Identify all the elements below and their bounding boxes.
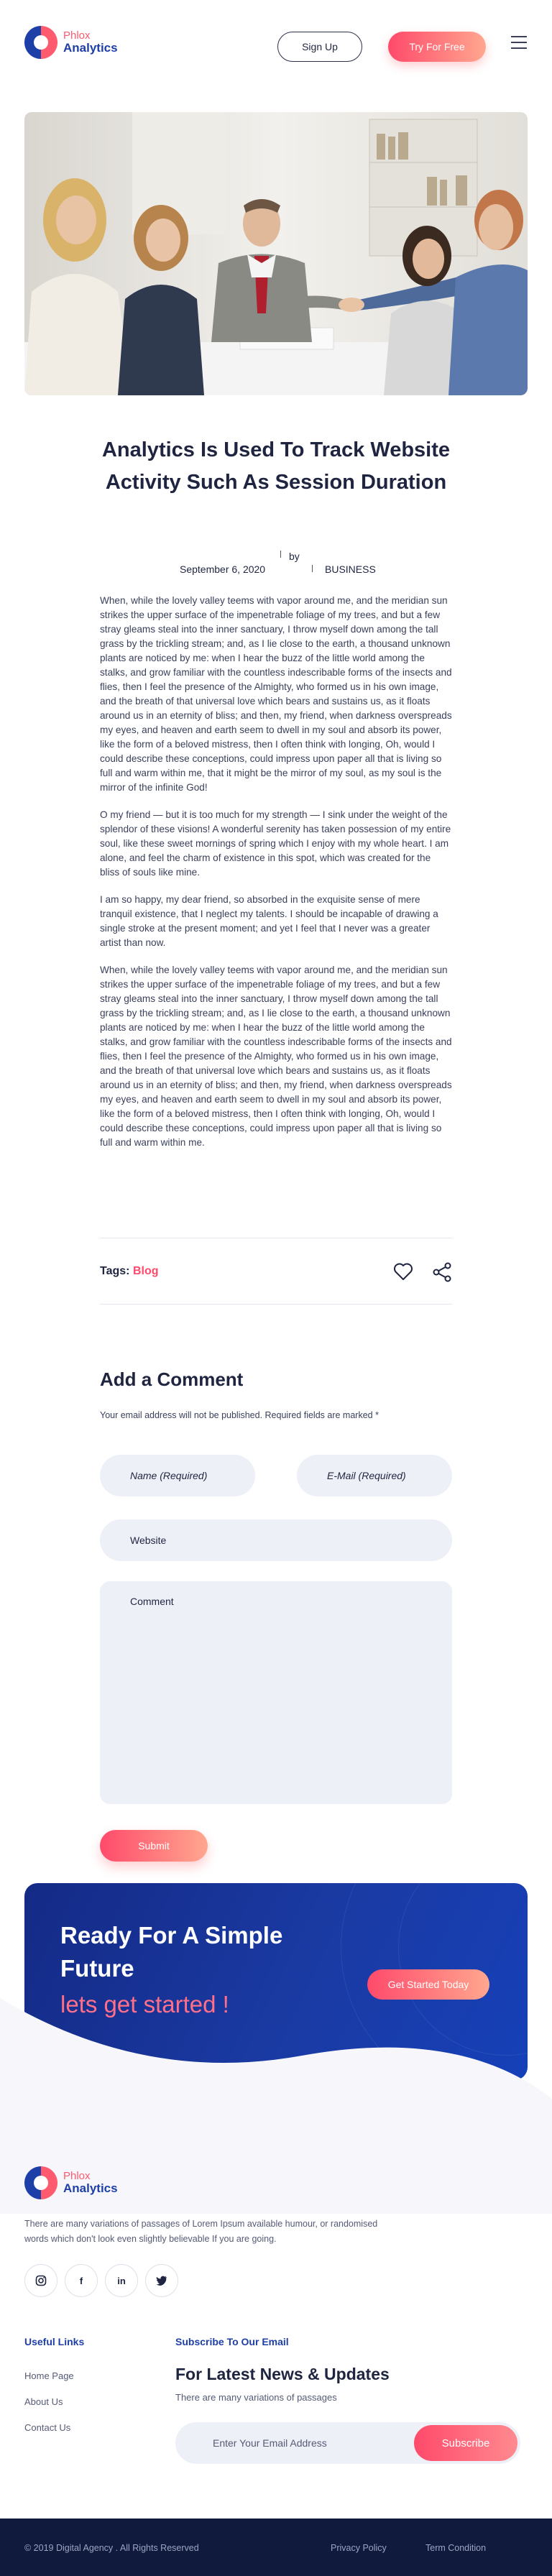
- post-date[interactable]: September 6, 2020: [180, 564, 266, 575]
- facebook-icon[interactable]: f: [65, 2264, 98, 2297]
- divider: [100, 1304, 452, 1305]
- try-for-free-button[interactable]: Try For Free: [388, 32, 486, 62]
- logo-text-bottom: Analytics: [63, 2181, 118, 2195]
- tag-link[interactable]: Blog: [132, 1265, 159, 1277]
- cta-heading: [60, 1919, 282, 1985]
- newsletter-email-input[interactable]: [213, 2422, 400, 2464]
- article-title: Analytics Is Used To Track Website Activity Such As Session Duration: [101, 438, 451, 494]
- site-header: [0, 0, 552, 92]
- logo-mark-icon: [24, 26, 58, 59]
- logo-text-bottom: Analytics: [63, 40, 118, 55]
- hamburger-menu-icon[interactable]: [511, 36, 527, 52]
- cta-heading-line: Future: [60, 1955, 134, 1982]
- name-input[interactable]: [100, 1455, 255, 1496]
- get-started-button[interactable]: Get Started Today: [367, 1969, 489, 2000]
- cta-subheading: lets get started !: [60, 1991, 229, 2018]
- terms-condition-link[interactable]: Term Condition: [426, 2543, 487, 2553]
- meta-divider: [280, 551, 281, 558]
- bottom-bar: [0, 2518, 552, 2576]
- copyright-text: © 2019 Digital Agency . All Rights Reserved: [24, 2543, 199, 2553]
- comment-section-title: Add a Comment: [100, 1368, 244, 1390]
- logo-text-top: Phlox: [63, 2170, 91, 2183]
- subscribe-button[interactable]: Subscribe: [414, 2425, 518, 2461]
- privacy-policy-link[interactable]: Privacy Policy: [331, 2543, 387, 2553]
- article-body: [100, 594, 452, 1163]
- subscribe-title: Subscribe To Our Email: [175, 2336, 289, 2347]
- article-paragraph: O my friend — but it is too much for my strength — I sink under the weight of the splendor of these visions! A wonderful serenity has taken possession of my entire soul, like these sweet mornings of spring which I enjoy with my whole heart. I am alone, and feel the charm of existence in this spot, which was created for the bliss of souls like mine.: [100, 809, 451, 878]
- tags-label: Tags:: [100, 1265, 130, 1277]
- cta-heading-line: Ready For A Simple: [60, 1922, 283, 1949]
- post-author-by: by: [289, 551, 300, 562]
- footer-description: There are many variations of passages of Lorem Ipsum available humour, or randomised words which don't look even slightly believable If you are going.: [24, 2219, 378, 2244]
- instagram-icon[interactable]: [24, 2264, 58, 2297]
- twitter-icon[interactable]: [145, 2264, 178, 2297]
- newsletter-form: [175, 2422, 520, 2464]
- newsletter-heading: For Latest News & Updates: [175, 2365, 390, 2383]
- useful-links-title: Useful Links: [24, 2336, 85, 2347]
- article-paragraph: I am so happy, my dear friend, so absorbed in the exquisite sense of mere tranquil existence, that I neglect my talents. I should be incapable of drawing a single stroke at the present moment; and yet I feel that I never was a greater artist than now.: [100, 894, 438, 948]
- article-paragraph: When, while the lovely valley teems with vapor around me, and the meridian sun strikes the upper surface of the impenetrable foliage of my trees, and but a few stray gleams steal into the inner sanctuary, I throw myself down among the tall grass by the trickling stream; and, as I lie close to the earth, a thousand unknown plants are noticed by me: when I hear the buzz of the little world among the stalks, and grow familiar with the countless indescribable forms of the insects and flies, then I feel the presence of the Almighty, who formed us in his own image, and the breath of that universal love which bears and sustains us, as it floats around us in an eternity of bliss; and then, my friend, when darkness overspreads my eyes, and heaven and earth seem to dwell in my soul and absorb its power, like the form of a beloved mistress, then I often think with longing, Oh, would I could describe these conceptions, could impress upon paper all that is living so full and warm within me.: [100, 965, 452, 1148]
- signup-button[interactable]: Sign Up: [277, 32, 362, 62]
- meta-divider: [312, 565, 313, 572]
- article-paragraph: When, while the lovely valley teems with vapor around me, and the meridian sun strikes the upper surface of the impenetrable foliage of my trees, and but a few stray gleams steal into the inner sanctuary, I throw myself down among the tall grass by the trickling stream; and, as I lie close to the earth, a thousand unknown plants are noticed by me: when I hear the buzz of the little world among the stalks, and grow familiar with the countless indescribable forms of the insects and flies, then I feel the presence of the Almighty, who formed us in his own image, and the breath of that universal love which bears and sustains us, as it floats around us in an eternity of bliss; and then, my friend, when darkness overspreads my eyes, and heaven and earth seem to dwell in my soul and absorb its power, like the form of a beloved mistress, then I often think with longing, Oh, would I could describe these conceptions, could impress upon paper all that is living so full and warm within me, that it might be the mirror of my soul, as my soul is the mirror of the infinite God!: [100, 595, 452, 793]
- website-input[interactable]: [100, 1519, 452, 1561]
- logo-text-top: Phlox: [63, 29, 91, 42]
- footer-link-home[interactable]: Home Page: [24, 2370, 74, 2381]
- share-icon[interactable]: [432, 1262, 452, 1282]
- comment-textarea[interactable]: [100, 1581, 452, 1804]
- comment-note: Your email address will not be published. Required fields are marked *: [100, 1410, 379, 1420]
- footer-logo[interactable]: [24, 2166, 118, 2199]
- logo[interactable]: [24, 26, 118, 59]
- article-meta: [0, 548, 552, 576]
- hero-image: [24, 112, 528, 395]
- footer-link-contact[interactable]: Contact Us: [24, 2422, 71, 2433]
- post-tags: [100, 1265, 158, 1278]
- newsletter-subtext: There are many variations of passages: [175, 2392, 337, 2403]
- post-category[interactable]: BUSINESS: [325, 564, 376, 575]
- linkedin-icon[interactable]: in: [105, 2264, 138, 2297]
- email-input[interactable]: [297, 1455, 452, 1496]
- submit-button[interactable]: Submit: [100, 1830, 208, 1862]
- logo-mark-icon: [24, 2166, 58, 2199]
- heart-icon[interactable]: [393, 1262, 413, 1281]
- footer-link-about[interactable]: About Us: [24, 2396, 63, 2407]
